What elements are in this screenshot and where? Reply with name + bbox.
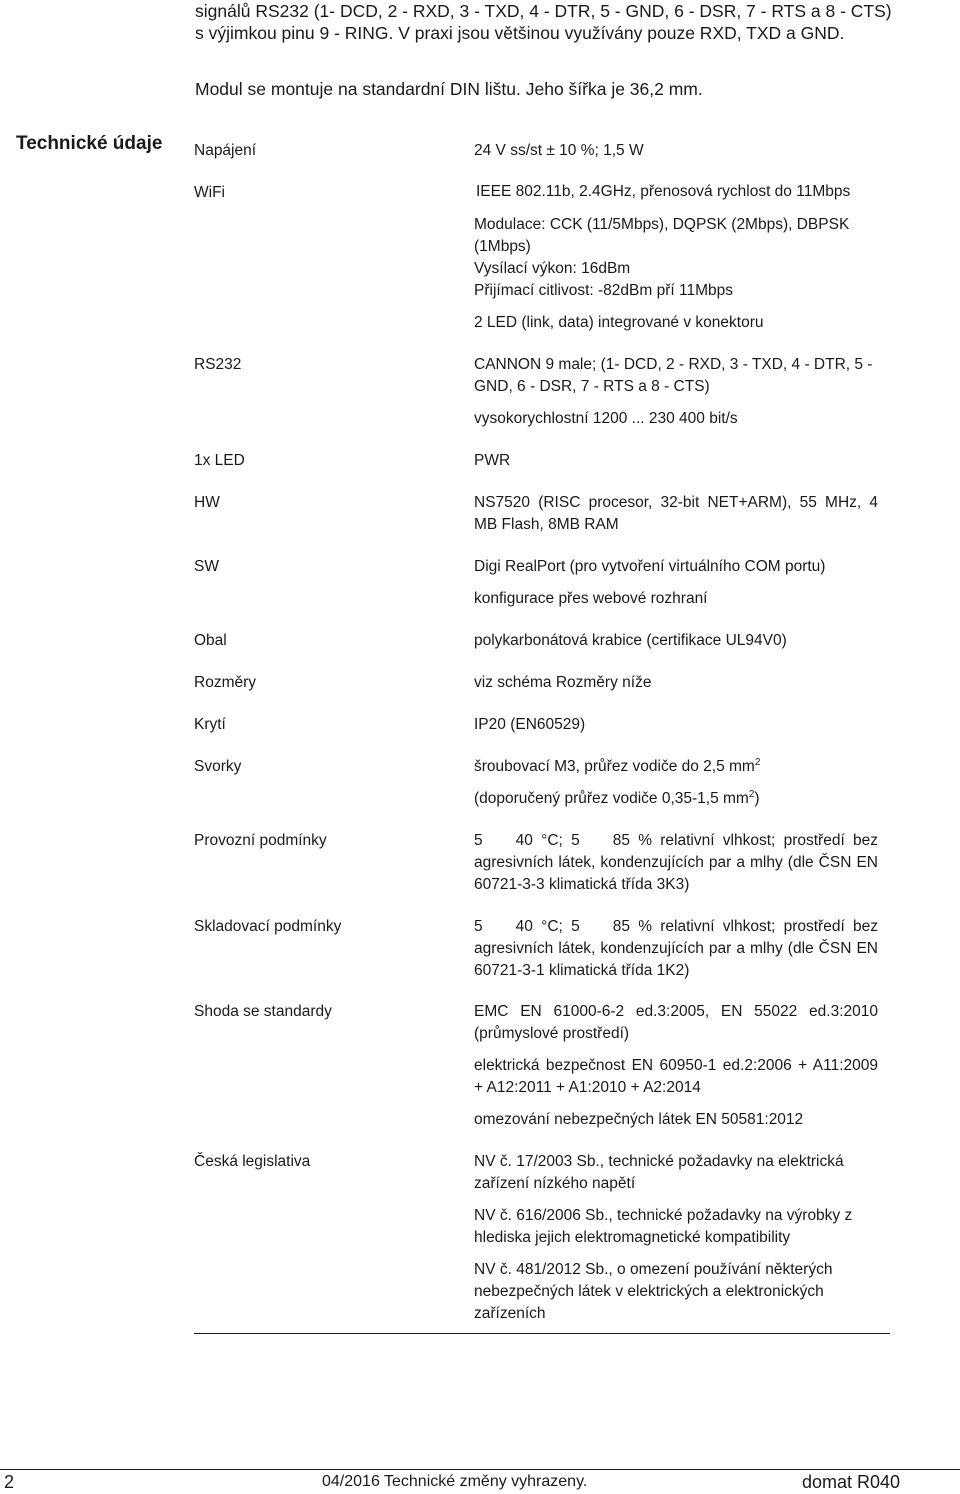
spec-value-wifi-3: (1Mbps) (474, 238, 531, 255)
spec-value-sw-2: konfigurace přes webové rozhraní (474, 590, 708, 607)
intro-line-1: signálů RS232 (1- DCD, 2 - RXD, 3 - TXD, 4 - DTR, 5 - GND, 6 - DSR, 7 - RTS a 8 - CTS) (195, 1, 892, 21)
spec-label-hw: HW (194, 494, 220, 511)
spec-label-provozni: Provozní podmínky (194, 832, 327, 849)
spec-label-svorky: Svorky (194, 758, 242, 775)
spec-value-rs232-2: GND, 6 - DSR, 7 - RTS a 8 - CTS) (474, 378, 710, 395)
spec-value-wifi-1: IEEE 802.11b, 2.4GHz, přenosová rychlost do 11Mbps (476, 183, 851, 200)
spec-value-obal: polykarbonátová krabice (certifikace UL94V0) (474, 632, 787, 649)
spec-label-sw: SW (194, 558, 219, 575)
spec-label-obal: Obal (194, 632, 227, 649)
spec-value-shoda-3: omezování nebezpečných látek EN 50581:2012 (474, 1111, 804, 1128)
spec-value-kryti: IP20 (EN60529) (474, 716, 586, 733)
spec-value-legislativa-2: NV č. 616/2006 Sb., technické požadavky na výrobky z hlediska jejich elektromagnetické kompatibility (474, 1207, 853, 1246)
intro-text (195, 0, 955, 100)
spec-value-rs232-3: vysokorychlostní 1200 ... 230 400 bit/s (474, 410, 738, 427)
spec-label-napajeni: Napájení (194, 142, 257, 159)
spec-label-shoda: Shoda se standardy (194, 1003, 332, 1020)
intro-line-2: s výjimkou pinu 9 - RING. V praxi jsou většinou využívány pouze RXD, TXD a GND. (195, 23, 845, 43)
spec-label-rs232: RS232 (194, 356, 242, 373)
spec-value-provozni: 5 40 °C; 5 85 % relativní vlhkost; prostředí bez agresivních látek, kondenzujících par a mlhy (dle ČSN EN 60721-3-3 klimatická třída 3K3) (474, 832, 883, 893)
spec-value-wifi-5: Přijímací citlivost: -82dBm pří 11Mbps (474, 282, 733, 299)
svorky-line2-text: (doporučený průřez vodiče 0,35-1,5 mm (474, 790, 749, 807)
spec-value-skladovaci: 5 40 °C; 5 85 % relativní vlhkost; prostředí bez agresivních látek, kondenzujících par a mlhy (dle ČSN EN 60721-3-1 klimatická třída 1K2) (474, 918, 883, 979)
footer-rule (0, 1469, 960, 1470)
spec-value-wifi-6: 2 LED (link, data) integrované v konektoru (474, 314, 764, 331)
spec-value-napajeni: 24 V ss/st ± 10 %; 1,5 W (474, 142, 644, 159)
spec-label-wifi: WiFi (194, 184, 225, 201)
svorky-line2-sup: 2 (748, 789, 755, 800)
svorky-line1-text: šroubovací M3, průřez vodiče do 2,5 mm (474, 758, 755, 775)
table-bottom-rule (194, 1333, 890, 1334)
spec-value-sw-1: Digi RealPort (pro vytvoření virtuálního COM portu) (474, 558, 826, 575)
spec-value-svorky-1 (474, 756, 760, 778)
spec-value-wifi-4: Vysílací výkon: 16dBm (474, 260, 631, 277)
spec-label-led: 1x LED (194, 452, 245, 469)
spec-label-legislativa: Česká legislativa (194, 1153, 311, 1170)
footer-brand: domat R040 (802, 1472, 901, 1492)
spec-value-legislativa-3: NV č. 481/2012 Sb., o omezení používání některých nebezpečných látek v elektrických a elektronických zařízeních (474, 1261, 833, 1322)
spec-value-legislativa-1: NV č. 17/2003 Sb., technické požadavky na elektrická zařízení nízkého napětí (474, 1153, 844, 1192)
section-title: Technické údaje (16, 133, 163, 154)
spec-value-svorky-2 (474, 788, 760, 810)
spec-value-led: PWR (474, 452, 511, 469)
spec-value-hw: NS7520 (RISC procesor, 32-bit NET+ARM), 55 MHz, 4 MB Flash, 8MB RAM (474, 494, 878, 533)
svorky-line1-sup: 2 (754, 757, 761, 768)
intro-line-3: Modul se montuje na standardní DIN lištu. Jeho šířka je 36,2 mm. (195, 79, 703, 99)
spec-label-kryti: Krytí (194, 716, 226, 733)
spec-value-rozmery: viz schéma Rozměry níže (474, 674, 652, 691)
spec-value-rs232-1: CANNON 9 male; (1- DCD, 2 - RXD, 3 - TXD, 4 - DTR, 5 - (474, 356, 873, 373)
spec-value-wifi-2: Modulace: CCK (11/5Mbps), DQPSK (2Mbps), DBPSK (474, 216, 850, 233)
spec-label-rozmery: Rozměry (194, 674, 257, 691)
spec-label-skladovaci: Skladovací podmínky (194, 918, 342, 935)
spec-value-shoda-1: EMC EN 61000-6-2 ed.3:2005, EN 55022 ed.3:2010 (průmyslové prostředí) (474, 1003, 878, 1042)
svorky-line2-end: ) (754, 790, 760, 807)
footer-note: 04/2016 Technické změny vyhrazeny. (322, 1473, 588, 1490)
footer-page-number: 2 (4, 1472, 15, 1492)
spec-value-shoda-2: elektrická bezpečnost EN 60950-1 ed.2:2006 + A11:2009 + A12:2011 + A1:2010 + A2:2014 (474, 1057, 878, 1096)
